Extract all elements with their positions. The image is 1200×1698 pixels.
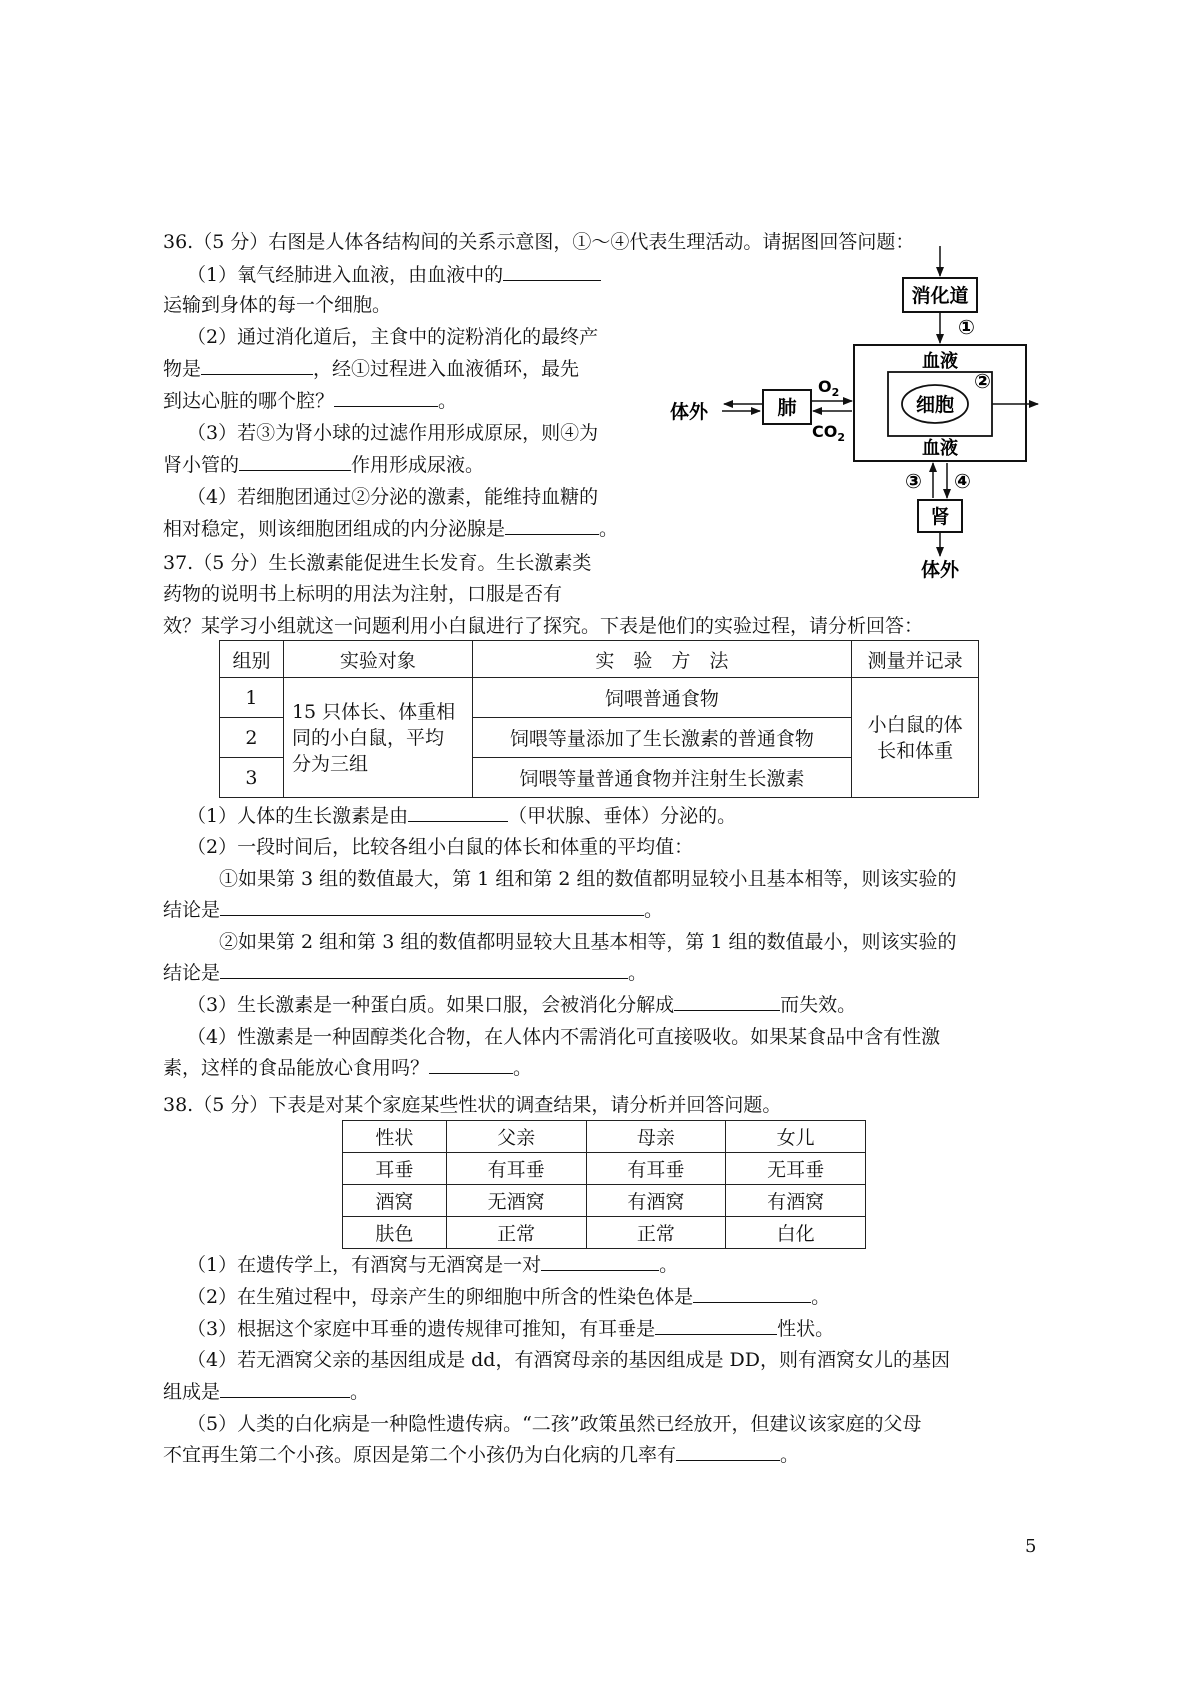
digestive-tract-label: 消化道	[911, 285, 969, 307]
header-group: 组别	[220, 641, 284, 678]
q38-p4-line1: （4）若无酒窝父亲的基因组成是 dd，有酒窝母亲的基因组成是 DD，则有酒窝女儿的基因	[187, 1349, 950, 1371]
answer-blank[interactable]	[334, 388, 438, 407]
answer-blank[interactable]	[541, 1252, 659, 1271]
header-father: 父亲	[446, 1121, 586, 1153]
measure-cell: 小白鼠的体 长和体重	[852, 678, 979, 798]
group-cell: 3	[220, 758, 284, 798]
group-cell: 1	[220, 678, 284, 718]
lung-label: 肺	[777, 397, 797, 419]
header-measure: 测量并记录	[852, 641, 979, 678]
q37-p2: （2）一段时间后，比较各组小白鼠的体长和体重的平均值：	[187, 836, 694, 858]
mother-cell: 正常	[586, 1217, 726, 1249]
q36-p4-line2: 相对稳定，则该细胞团组成的内分泌腺是 。	[163, 518, 619, 540]
label-circle-3: ③	[905, 469, 922, 493]
q38-p3: （3）根据这个家庭中耳垂的遗传规律可推知，有耳垂是 性状。	[187, 1318, 835, 1340]
experiment-table	[219, 640, 979, 798]
answer-blank[interactable]	[674, 992, 780, 1011]
father-cell: 无酒窝	[446, 1185, 586, 1217]
label-circle-2: ②	[974, 369, 991, 393]
q37-p3: （3）生长激素是一种蛋白质。如果口服，会被消化分解成 而失效。	[187, 994, 857, 1016]
header-mother: 母亲	[586, 1121, 726, 1153]
daughter-cell: 有酒窝	[726, 1185, 866, 1217]
answer-blank[interactable]	[408, 803, 508, 822]
q36-p3-line2: 肾小管的 作用形成尿液。	[163, 454, 485, 476]
header-daughter: 女儿	[726, 1121, 866, 1153]
table-row	[343, 1153, 866, 1185]
table-header-row	[343, 1121, 866, 1153]
q37-header-line2: 药物的说明书上标明的用法为注射，口服是否有	[163, 583, 563, 605]
co2-label: $CO_2$	[812, 422, 845, 444]
trait-cell: 肤色	[343, 1217, 447, 1249]
q37-p4-line1: （4）性激素是一种固醇类化合物，在人体内不需消化可直接吸收。如果某食品中含有性激	[187, 1026, 941, 1048]
q36-header: 36.（5 分）右图是人体各结构间的关系示意图，①～④代表生理活动。请据图回答问题：	[163, 231, 915, 253]
answer-blank[interactable]	[505, 516, 599, 535]
q38-p4-line2: 组成是 。	[163, 1381, 370, 1403]
q38-p5-line2: 不宜再生第二个小孩。原因是第二个小孩仍为白化病的几率有 。	[163, 1444, 800, 1466]
answer-blank[interactable]	[220, 960, 628, 979]
header-trait: 性状	[343, 1121, 447, 1153]
o2-label: $O_2$	[818, 377, 840, 399]
q36-p2-line1: （2）通过消化道后，主食中的淀粉消化的最终产	[187, 326, 599, 348]
q38-p2: （2）在生殖过程中，母亲产生的卵细胞中所含的性染色体是 。	[187, 1286, 831, 1308]
father-cell: 正常	[446, 1217, 586, 1249]
answer-blank[interactable]	[655, 1316, 777, 1335]
outside-left-label: 体外	[670, 401, 709, 423]
q36-p2-line2: 物是 ，经①过程进入血液循环，最先	[163, 358, 580, 380]
label-circle-1: ①	[958, 315, 975, 339]
answer-blank[interactable]	[239, 452, 351, 471]
blood-bottom-label: 血液	[922, 438, 958, 459]
blood-top-label: 血液	[922, 351, 958, 372]
table-header-row	[220, 641, 979, 678]
trait-cell: 耳垂	[343, 1153, 447, 1185]
q36-p4-line1: （4）若细胞团通过②分泌的激素，能维持血糖的	[187, 486, 599, 508]
method-cell: 饲喂等量普通食物并注射生长激素	[472, 758, 851, 798]
header-method: 实 验 方 法	[472, 641, 851, 678]
q38-p1: （1）在遗传学上，有酒窝与无酒窝是一对 。	[187, 1254, 679, 1276]
body-structure-diagram	[660, 240, 1040, 580]
table-row	[343, 1217, 866, 1249]
q37-header-line3: 效？某学习小组就这一问题利用小白鼠进行了探究。下表是他们的实验过程，请分析回答：	[163, 615, 924, 637]
answer-blank[interactable]	[220, 897, 644, 916]
q36-p3-line1: （3）若③为肾小球的过滤作用形成原尿，则④为	[187, 422, 599, 444]
q37-p1: （1）人体的生长激素是由 （甲状腺、垂体）分泌的。	[187, 805, 737, 827]
answer-blank[interactable]	[220, 1379, 350, 1398]
q36-p1-line2: 运输到身体的每一个细胞。	[163, 294, 392, 316]
page-number: 5	[1025, 1536, 1037, 1557]
group-cell: 2	[220, 718, 284, 758]
method-cell: 饲喂等量添加了生长激素的普通食物	[472, 718, 851, 758]
kidney-label: 肾	[930, 506, 950, 528]
daughter-cell: 无耳垂	[726, 1153, 866, 1185]
q36-p1-line1: （1）氧气经肺进入血液，由血液中的	[187, 262, 601, 288]
answer-blank[interactable]	[693, 1284, 811, 1303]
daughter-cell: 白化	[726, 1217, 866, 1249]
father-cell: 有耳垂	[446, 1153, 586, 1185]
answer-blank[interactable]	[503, 262, 601, 281]
q37-header-line1: 37.（5 分）生长激素能促进生长发育。生长激素类	[163, 552, 592, 574]
table-row	[220, 678, 979, 718]
mother-cell: 有酒窝	[586, 1185, 726, 1217]
label-circle-4: ④	[954, 469, 971, 493]
answer-blank[interactable]	[201, 356, 313, 375]
outside-bottom-label: 体外	[920, 559, 960, 580]
q37-p2-ii-line1: ②如果第 2 组和第 3 组的数值都明显较大且基本相等，第 1 组的数值最小，则该实验的	[219, 931, 957, 953]
table-row	[343, 1185, 866, 1217]
answer-blank[interactable]	[676, 1442, 780, 1461]
q38-p5-line1: （5）人类的白化病是一种隐性遗传病。“二孩”政策虽然已经放开，但建议该家庭的父母	[187, 1413, 922, 1435]
q37-p2-ii-line2: 结论是 。	[163, 962, 648, 984]
q37-p2-i-line2: 结论是 。	[163, 899, 664, 921]
method-cell: 饲喂普通食物	[472, 678, 851, 718]
trait-cell: 酒窝	[343, 1185, 447, 1217]
mother-cell: 有耳垂	[586, 1153, 726, 1185]
q38-header: 38.（5 分）下表是对某个家庭某些性状的调查结果，请分析并回答问题。	[163, 1094, 782, 1116]
q37-p2-i-line1: ①如果第 3 组的数值最大，第 1 组和第 2 组的数值都明显较小且基本相等，则该实验的	[219, 868, 957, 890]
q37-p4-line2: 素，这样的食品能放心食用吗？ 。	[163, 1057, 533, 1079]
answer-blank[interactable]	[429, 1055, 513, 1074]
subject-cell: 15 只体长、体重相 同的小白鼠，平均 分为三组	[283, 678, 472, 798]
cell-label: 细胞	[915, 394, 955, 416]
q36-p2-line3: 到达心脏的哪个腔？ 。	[163, 390, 458, 412]
trait-table	[342, 1120, 866, 1249]
header-subject: 实验对象	[283, 641, 472, 678]
